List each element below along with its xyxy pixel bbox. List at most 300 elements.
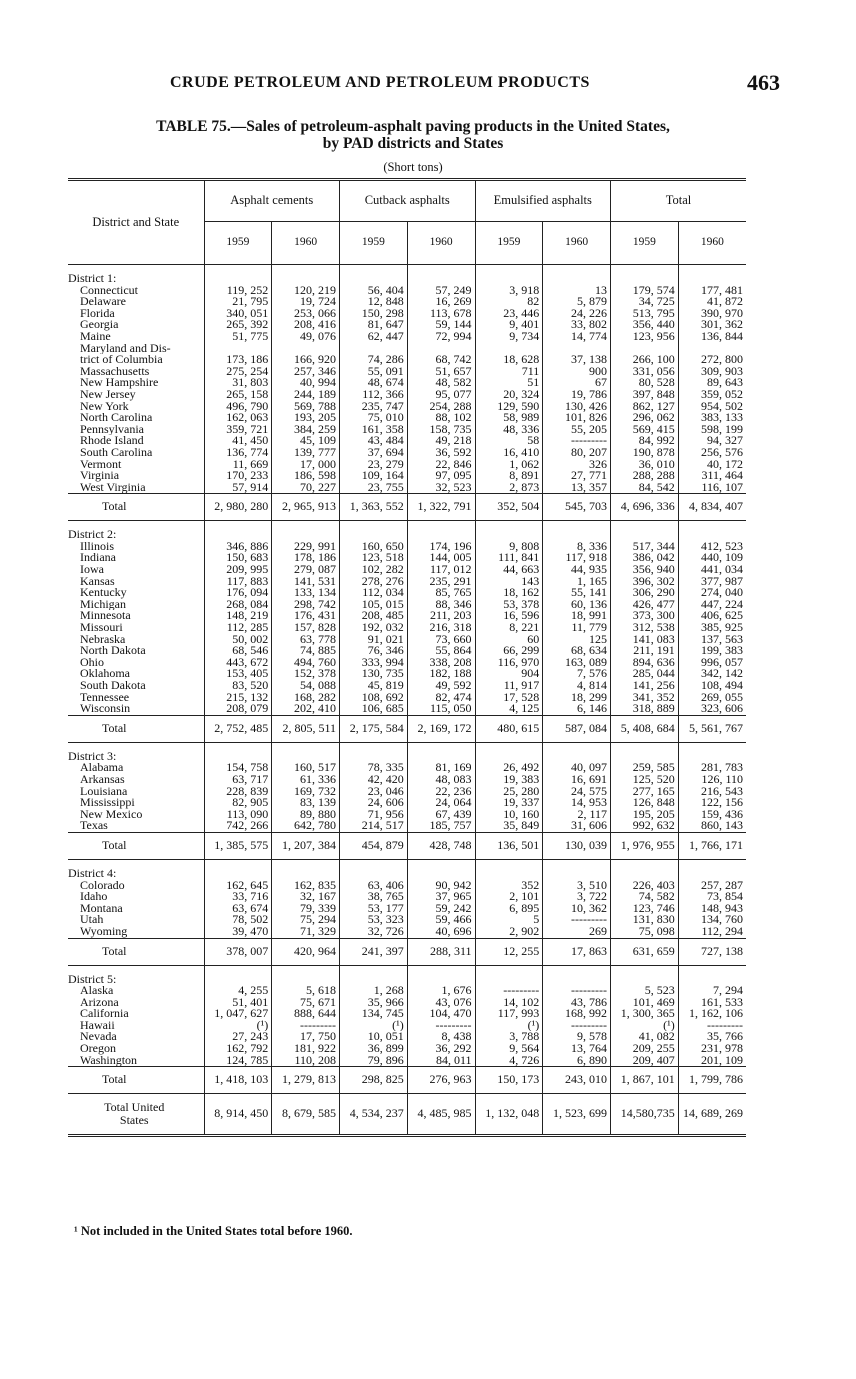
state-name: Connecticut	[80, 284, 138, 297]
value-cell: 59, 242	[407, 903, 475, 915]
table-row	[68, 343, 746, 355]
value-cell: 134, 760	[678, 914, 746, 926]
table-row	[68, 296, 746, 308]
spacer-cell	[611, 859, 679, 868]
spacer-cell	[340, 521, 408, 530]
table-row	[68, 645, 746, 657]
value-cell: 888, 644	[272, 1008, 340, 1020]
value-cell: 5, 879	[543, 296, 611, 308]
value-cell: 496, 790	[204, 401, 272, 413]
value-cell: 48, 674	[340, 377, 408, 389]
state-name: Virginia	[80, 470, 120, 482]
value-cell: 72, 994	[407, 331, 475, 343]
value-cell	[204, 343, 272, 355]
year-header: 1959	[340, 222, 408, 265]
value-cell: 134, 745	[340, 1008, 408, 1020]
value-cell: 33, 802	[543, 319, 611, 331]
value-cell: 59, 466	[407, 914, 475, 926]
value-cell: 113, 678	[407, 308, 475, 320]
value-cell: 406, 625	[678, 610, 746, 622]
value-cell: 202, 410	[272, 703, 340, 715]
value-cell: 82	[475, 296, 543, 308]
value-cell: 126, 110	[678, 774, 746, 786]
column-header-district: District and State	[68, 180, 204, 265]
value-cell: 298, 742	[272, 599, 340, 611]
value-cell: 8, 221	[475, 622, 543, 634]
value-cell: 85, 765	[407, 587, 475, 599]
value-cell: 209, 995	[204, 564, 272, 576]
value-cell: 49, 218	[407, 435, 475, 447]
value-cell: 356, 940	[611, 564, 679, 576]
total-cell: 241, 397	[340, 938, 408, 965]
value-cell: 84, 011	[407, 1055, 475, 1067]
spacer-cell	[272, 965, 340, 974]
table-row	[68, 774, 746, 786]
value-cell: 8, 438	[407, 1031, 475, 1043]
value-cell: 123, 746	[611, 903, 679, 915]
value-cell: 386, 042	[611, 552, 679, 564]
value-cell: 377, 987	[678, 576, 746, 588]
value-cell: 274, 040	[678, 587, 746, 599]
value-cell: 211, 203	[407, 610, 475, 622]
value-cell: 742, 266	[204, 820, 272, 832]
value-cell: 105, 015	[340, 599, 408, 611]
value-cell: 1, 047, 627	[204, 1008, 272, 1020]
value-cell: 13	[543, 285, 611, 297]
state-name: Louisiana	[80, 785, 128, 798]
value-cell: 74, 286	[340, 354, 408, 366]
value-cell: 326	[543, 459, 611, 471]
district-total-row	[68, 832, 746, 859]
value-cell: 193, 205	[272, 412, 340, 424]
value-cell: 129, 590	[475, 401, 543, 413]
table-row	[68, 668, 746, 680]
spacer-row	[68, 859, 746, 868]
value-cell: 112, 034	[340, 587, 408, 599]
value-cell: 11, 779	[543, 622, 611, 634]
value-cell: 137, 563	[678, 634, 746, 646]
value-cell: 10, 362	[543, 903, 611, 915]
value-cell: (¹)	[204, 1020, 272, 1032]
table-row	[68, 470, 746, 482]
value-cell: 306, 290	[611, 587, 679, 599]
state-name: Oklahoma	[80, 668, 130, 680]
value-cell: 82, 905	[204, 797, 272, 809]
value-cell: 373, 300	[611, 610, 679, 622]
value-cell: 352	[475, 880, 543, 892]
value-cell: 275, 254	[204, 366, 272, 378]
value-cell: 862, 127	[611, 401, 679, 413]
value-cell: 89, 643	[678, 377, 746, 389]
spacer-cell	[678, 742, 746, 751]
table-row	[68, 587, 746, 599]
value-cell: 312, 538	[611, 622, 679, 634]
value-cell: 311, 464	[678, 470, 746, 482]
value-cell: 22, 846	[407, 459, 475, 471]
value-cell: 89, 880	[272, 809, 340, 821]
state-name: Mississippi	[80, 797, 135, 809]
grand-total-cell: 4, 485, 985	[407, 1094, 475, 1136]
page-number: 463	[747, 70, 780, 95]
units-label: (Short tons)	[383, 160, 443, 174]
value-cell: 144, 005	[407, 552, 475, 564]
value-cell: 63, 406	[340, 880, 408, 892]
table-row	[68, 692, 746, 704]
spacer-cell	[204, 742, 272, 751]
value-cell: 18, 162	[475, 587, 543, 599]
total-cell: 243, 010	[543, 1067, 611, 1094]
caption-line-1: TABLE 75.—Sales of petroleum-asphalt paving products in the United States,	[156, 118, 670, 135]
value-cell: 279, 087	[272, 564, 340, 576]
table-row	[68, 880, 746, 892]
value-cell: 346, 886	[204, 541, 272, 553]
value-cell: 185, 757	[407, 820, 475, 832]
total-cell: 1, 418, 103	[204, 1067, 272, 1094]
value-cell: 12, 848	[340, 296, 408, 308]
spacer-cell	[204, 859, 272, 868]
value-cell: 117, 883	[204, 576, 272, 588]
table-row	[68, 914, 746, 926]
value-cell: 6, 895	[475, 903, 543, 915]
value-cell: 440, 109	[678, 552, 746, 564]
table-body	[68, 265, 746, 1136]
value-cell: 18, 299	[543, 692, 611, 704]
value-cell: 106, 685	[340, 703, 408, 715]
value-cell: 83, 520	[204, 680, 272, 692]
empty-cell	[407, 529, 475, 541]
value-cell: 1, 062	[475, 459, 543, 471]
value-cell: 265, 158	[204, 389, 272, 401]
total-cell: 727, 138	[678, 938, 746, 965]
spacer-cell	[272, 265, 340, 274]
value-cell: 76, 346	[340, 645, 408, 657]
total-cell: 130, 039	[543, 832, 611, 859]
value-cell: 9, 401	[475, 319, 543, 331]
state-name: Iowa	[80, 564, 104, 576]
value-cell: 8, 336	[543, 541, 611, 553]
value-cell: 120, 219	[272, 285, 340, 297]
value-cell: 66, 299	[475, 645, 543, 657]
running-title: CRUDE PETROLEUM AND PETROLEUM PRODUCTS	[170, 74, 590, 91]
value-cell: 74, 582	[611, 891, 679, 903]
state-name: New Jersey	[80, 388, 136, 401]
value-cell: 109, 164	[340, 470, 408, 482]
value-cell: 301, 362	[678, 319, 746, 331]
value-cell: 101, 469	[611, 997, 679, 1009]
value-cell: 123, 518	[340, 552, 408, 564]
value-cell: 216, 543	[678, 786, 746, 798]
running-head	[0, 70, 856, 98]
state-name: Ohio	[80, 656, 104, 669]
table-row	[68, 564, 746, 576]
value-cell: 3, 788	[475, 1031, 543, 1043]
total-label: Total	[68, 494, 204, 521]
state-name: California	[80, 1008, 129, 1020]
district-label-row	[68, 751, 746, 763]
empty-cell	[340, 751, 408, 763]
table-row	[68, 903, 746, 915]
value-cell: ---------	[543, 435, 611, 447]
table-row	[68, 809, 746, 821]
value-cell: 91, 021	[340, 634, 408, 646]
value-cell: 40, 994	[272, 377, 340, 389]
value-cell: 23, 755	[340, 482, 408, 494]
spacer-cell	[272, 521, 340, 530]
empty-cell	[340, 974, 408, 986]
spacer-cell	[543, 965, 611, 974]
value-cell: 125, 520	[611, 774, 679, 786]
spacer-cell	[204, 265, 272, 274]
spacer-cell	[543, 265, 611, 274]
value-cell: 63, 674	[204, 903, 272, 915]
table-row	[68, 366, 746, 378]
table-row	[68, 762, 746, 774]
value-cell: 16, 596	[475, 610, 543, 622]
value-cell: 1, 162, 106	[678, 1008, 746, 1020]
total-label: Total	[68, 832, 204, 859]
value-cell: 447, 224	[678, 599, 746, 611]
value-cell: 153, 405	[204, 668, 272, 680]
value-cell: 904	[475, 668, 543, 680]
spacer-cell	[611, 521, 679, 530]
total-cell: 1, 385, 575	[204, 832, 272, 859]
value-cell: 1, 300, 365	[611, 1008, 679, 1020]
total-cell: 1, 363, 552	[340, 494, 408, 521]
state-name: Indiana	[80, 552, 116, 565]
value-cell: 75, 671	[272, 997, 340, 1009]
value-cell: 158, 735	[407, 424, 475, 436]
value-cell: 256, 576	[678, 447, 746, 459]
total-cell: 420, 964	[272, 938, 340, 965]
value-cell: 111, 841	[475, 552, 543, 564]
spacer-cell	[340, 859, 408, 868]
spacer-cell	[407, 521, 475, 530]
value-cell: 176, 431	[272, 610, 340, 622]
value-cell: 214, 517	[340, 820, 408, 832]
state-name: South Carolina	[80, 446, 153, 459]
group-header-asphalt-cements: Asphalt cements	[204, 180, 340, 222]
value-cell: 216, 318	[407, 622, 475, 634]
district-total-row	[68, 1067, 746, 1094]
value-cell: 257, 346	[272, 366, 340, 378]
value-cell: 209, 255	[611, 1043, 679, 1055]
spacer-cell	[678, 859, 746, 868]
value-cell: 2, 902	[475, 926, 543, 938]
empty-cell	[272, 751, 340, 763]
state-name: Arizona	[80, 996, 119, 1009]
value-cell: 199, 383	[678, 645, 746, 657]
value-cell: 113, 090	[204, 809, 272, 821]
table-row	[68, 657, 746, 669]
spacer-cell	[678, 265, 746, 274]
spacer-cell	[272, 742, 340, 751]
value-cell: 19, 786	[543, 389, 611, 401]
value-cell	[611, 343, 679, 355]
district-label-row	[68, 974, 746, 986]
value-cell: 126, 848	[611, 797, 679, 809]
value-cell: 108, 692	[340, 692, 408, 704]
value-cell: 443, 672	[204, 657, 272, 669]
total-cell: 288, 311	[407, 938, 475, 965]
value-cell: 277, 165	[611, 786, 679, 798]
state-name: Maine	[80, 330, 111, 343]
value-cell: 39, 470	[204, 926, 272, 938]
state-name: Illinois	[80, 540, 115, 553]
state-name: Wyoming	[80, 925, 128, 938]
grand-total-row	[68, 1094, 746, 1136]
value-cell: 8, 891	[475, 470, 543, 482]
empty-cell	[340, 273, 408, 285]
total-cell: 352, 504	[475, 494, 543, 521]
spacer-cell	[68, 742, 204, 751]
value-cell: 51, 401	[204, 997, 272, 1009]
value-cell: 97, 095	[407, 470, 475, 482]
value-cell: 3, 510	[543, 880, 611, 892]
value-cell: 178, 186	[272, 552, 340, 564]
value-cell: 74, 885	[272, 645, 340, 657]
value-cell: 894, 636	[611, 657, 679, 669]
value-cell: 37, 138	[543, 354, 611, 366]
value-cell: 45, 109	[272, 435, 340, 447]
value-cell: 160, 517	[272, 762, 340, 774]
state-name: Pennsylvania	[80, 423, 144, 436]
total-cell: 2, 169, 172	[407, 715, 475, 742]
value-cell: 18, 991	[543, 610, 611, 622]
spacer-cell	[611, 965, 679, 974]
year-header: 1959	[611, 222, 679, 265]
table-row	[68, 377, 746, 389]
year-header: 1960	[678, 222, 746, 265]
value-cell: 37, 694	[340, 447, 408, 459]
value-cell: 23, 446	[475, 308, 543, 320]
value-cell: 268, 084	[204, 599, 272, 611]
value-cell: 441, 034	[678, 564, 746, 576]
value-cell: 6, 146	[543, 703, 611, 715]
total-cell: 2, 805, 511	[272, 715, 340, 742]
table-row	[68, 926, 746, 938]
value-cell: 412, 523	[678, 541, 746, 553]
value-cell: 112, 285	[204, 622, 272, 634]
value-cell: 288, 288	[611, 470, 679, 482]
value-cell: 40, 097	[543, 762, 611, 774]
table-row	[68, 891, 746, 903]
value-cell: 27, 771	[543, 470, 611, 482]
value-cell: 58, 989	[475, 412, 543, 424]
state-name: Delaware	[80, 296, 126, 308]
value-cell: 340, 051	[204, 308, 272, 320]
value-cell: 79, 896	[340, 1055, 408, 1067]
state-name: Idaho	[80, 891, 108, 903]
value-cell: 24, 606	[340, 797, 408, 809]
value-cell: 73, 854	[678, 891, 746, 903]
state-name: Minnesota	[80, 610, 131, 623]
value-cell: 11, 917	[475, 680, 543, 692]
value-cell: 333, 994	[340, 657, 408, 669]
total-cell: 4, 696, 336	[611, 494, 679, 521]
state-name: Florida	[80, 307, 115, 320]
value-cell: 4, 726	[475, 1055, 543, 1067]
spacer-cell	[68, 965, 204, 974]
value-cell: 35, 849	[475, 820, 543, 832]
value-cell: 5, 523	[611, 985, 679, 997]
table-row	[68, 447, 746, 459]
value-cell: 226, 403	[611, 880, 679, 892]
value-cell: 208, 079	[204, 703, 272, 715]
value-cell	[407, 343, 475, 355]
spacer-cell	[407, 965, 475, 974]
table-row	[68, 401, 746, 413]
value-cell: 58	[475, 435, 543, 447]
value-cell: 116, 107	[678, 482, 746, 494]
value-cell: 1, 165	[543, 576, 611, 588]
spacer-row	[68, 742, 746, 751]
value-cell: 174, 196	[407, 541, 475, 553]
value-cell: 211, 191	[611, 645, 679, 657]
value-cell: 14, 774	[543, 331, 611, 343]
state-name: Nevada	[80, 1031, 117, 1044]
table-row	[68, 285, 746, 297]
table-row	[68, 599, 746, 611]
value-cell: 569, 415	[611, 424, 679, 436]
value-cell: 48, 582	[407, 377, 475, 389]
value-cell: 112, 294	[678, 926, 746, 938]
state-name: Texas	[80, 820, 108, 833]
empty-cell	[611, 273, 679, 285]
value-cell: 17, 000	[272, 459, 340, 471]
table-row	[68, 389, 746, 401]
spacer-cell	[475, 742, 543, 751]
empty-cell	[543, 751, 611, 763]
value-cell: 569, 788	[272, 401, 340, 413]
value-cell: 68, 546	[204, 645, 272, 657]
value-cell	[543, 343, 611, 355]
value-cell: 157, 828	[272, 622, 340, 634]
value-cell: 21, 795	[204, 296, 272, 308]
value-cell: 36, 899	[340, 1043, 408, 1055]
empty-cell	[543, 974, 611, 986]
total-cell: 631, 659	[611, 938, 679, 965]
state-name: Michigan	[80, 598, 126, 611]
value-cell: 209, 407	[611, 1055, 679, 1067]
value-cell: 75, 294	[272, 914, 340, 926]
value-cell: 56, 404	[340, 285, 408, 297]
spacer-cell	[204, 521, 272, 530]
value-cell: 179, 574	[611, 285, 679, 297]
value-cell: 168, 992	[543, 1008, 611, 1020]
spacer-cell	[543, 859, 611, 868]
value-cell: 396, 302	[611, 576, 679, 588]
value-cell	[678, 343, 746, 355]
value-cell: 40, 696	[407, 926, 475, 938]
spacer-cell	[475, 521, 543, 530]
value-cell: 116, 970	[475, 657, 543, 669]
value-cell: 7, 576	[543, 668, 611, 680]
spacer-cell	[68, 859, 204, 868]
value-cell: 95, 077	[407, 389, 475, 401]
value-cell: 51	[475, 377, 543, 389]
value-cell: 162, 792	[204, 1043, 272, 1055]
value-cell: 5	[475, 914, 543, 926]
value-cell: 4, 814	[543, 680, 611, 692]
state-name: New Mexico	[80, 808, 143, 821]
value-cell: 359, 052	[678, 389, 746, 401]
table-row	[68, 331, 746, 343]
year-header: 1960	[272, 222, 340, 265]
value-cell: 79, 339	[272, 903, 340, 915]
group-header-emulsified-asphalts: Emulsified asphalts	[475, 180, 611, 222]
value-cell: 112, 366	[340, 389, 408, 401]
empty-cell	[543, 529, 611, 541]
